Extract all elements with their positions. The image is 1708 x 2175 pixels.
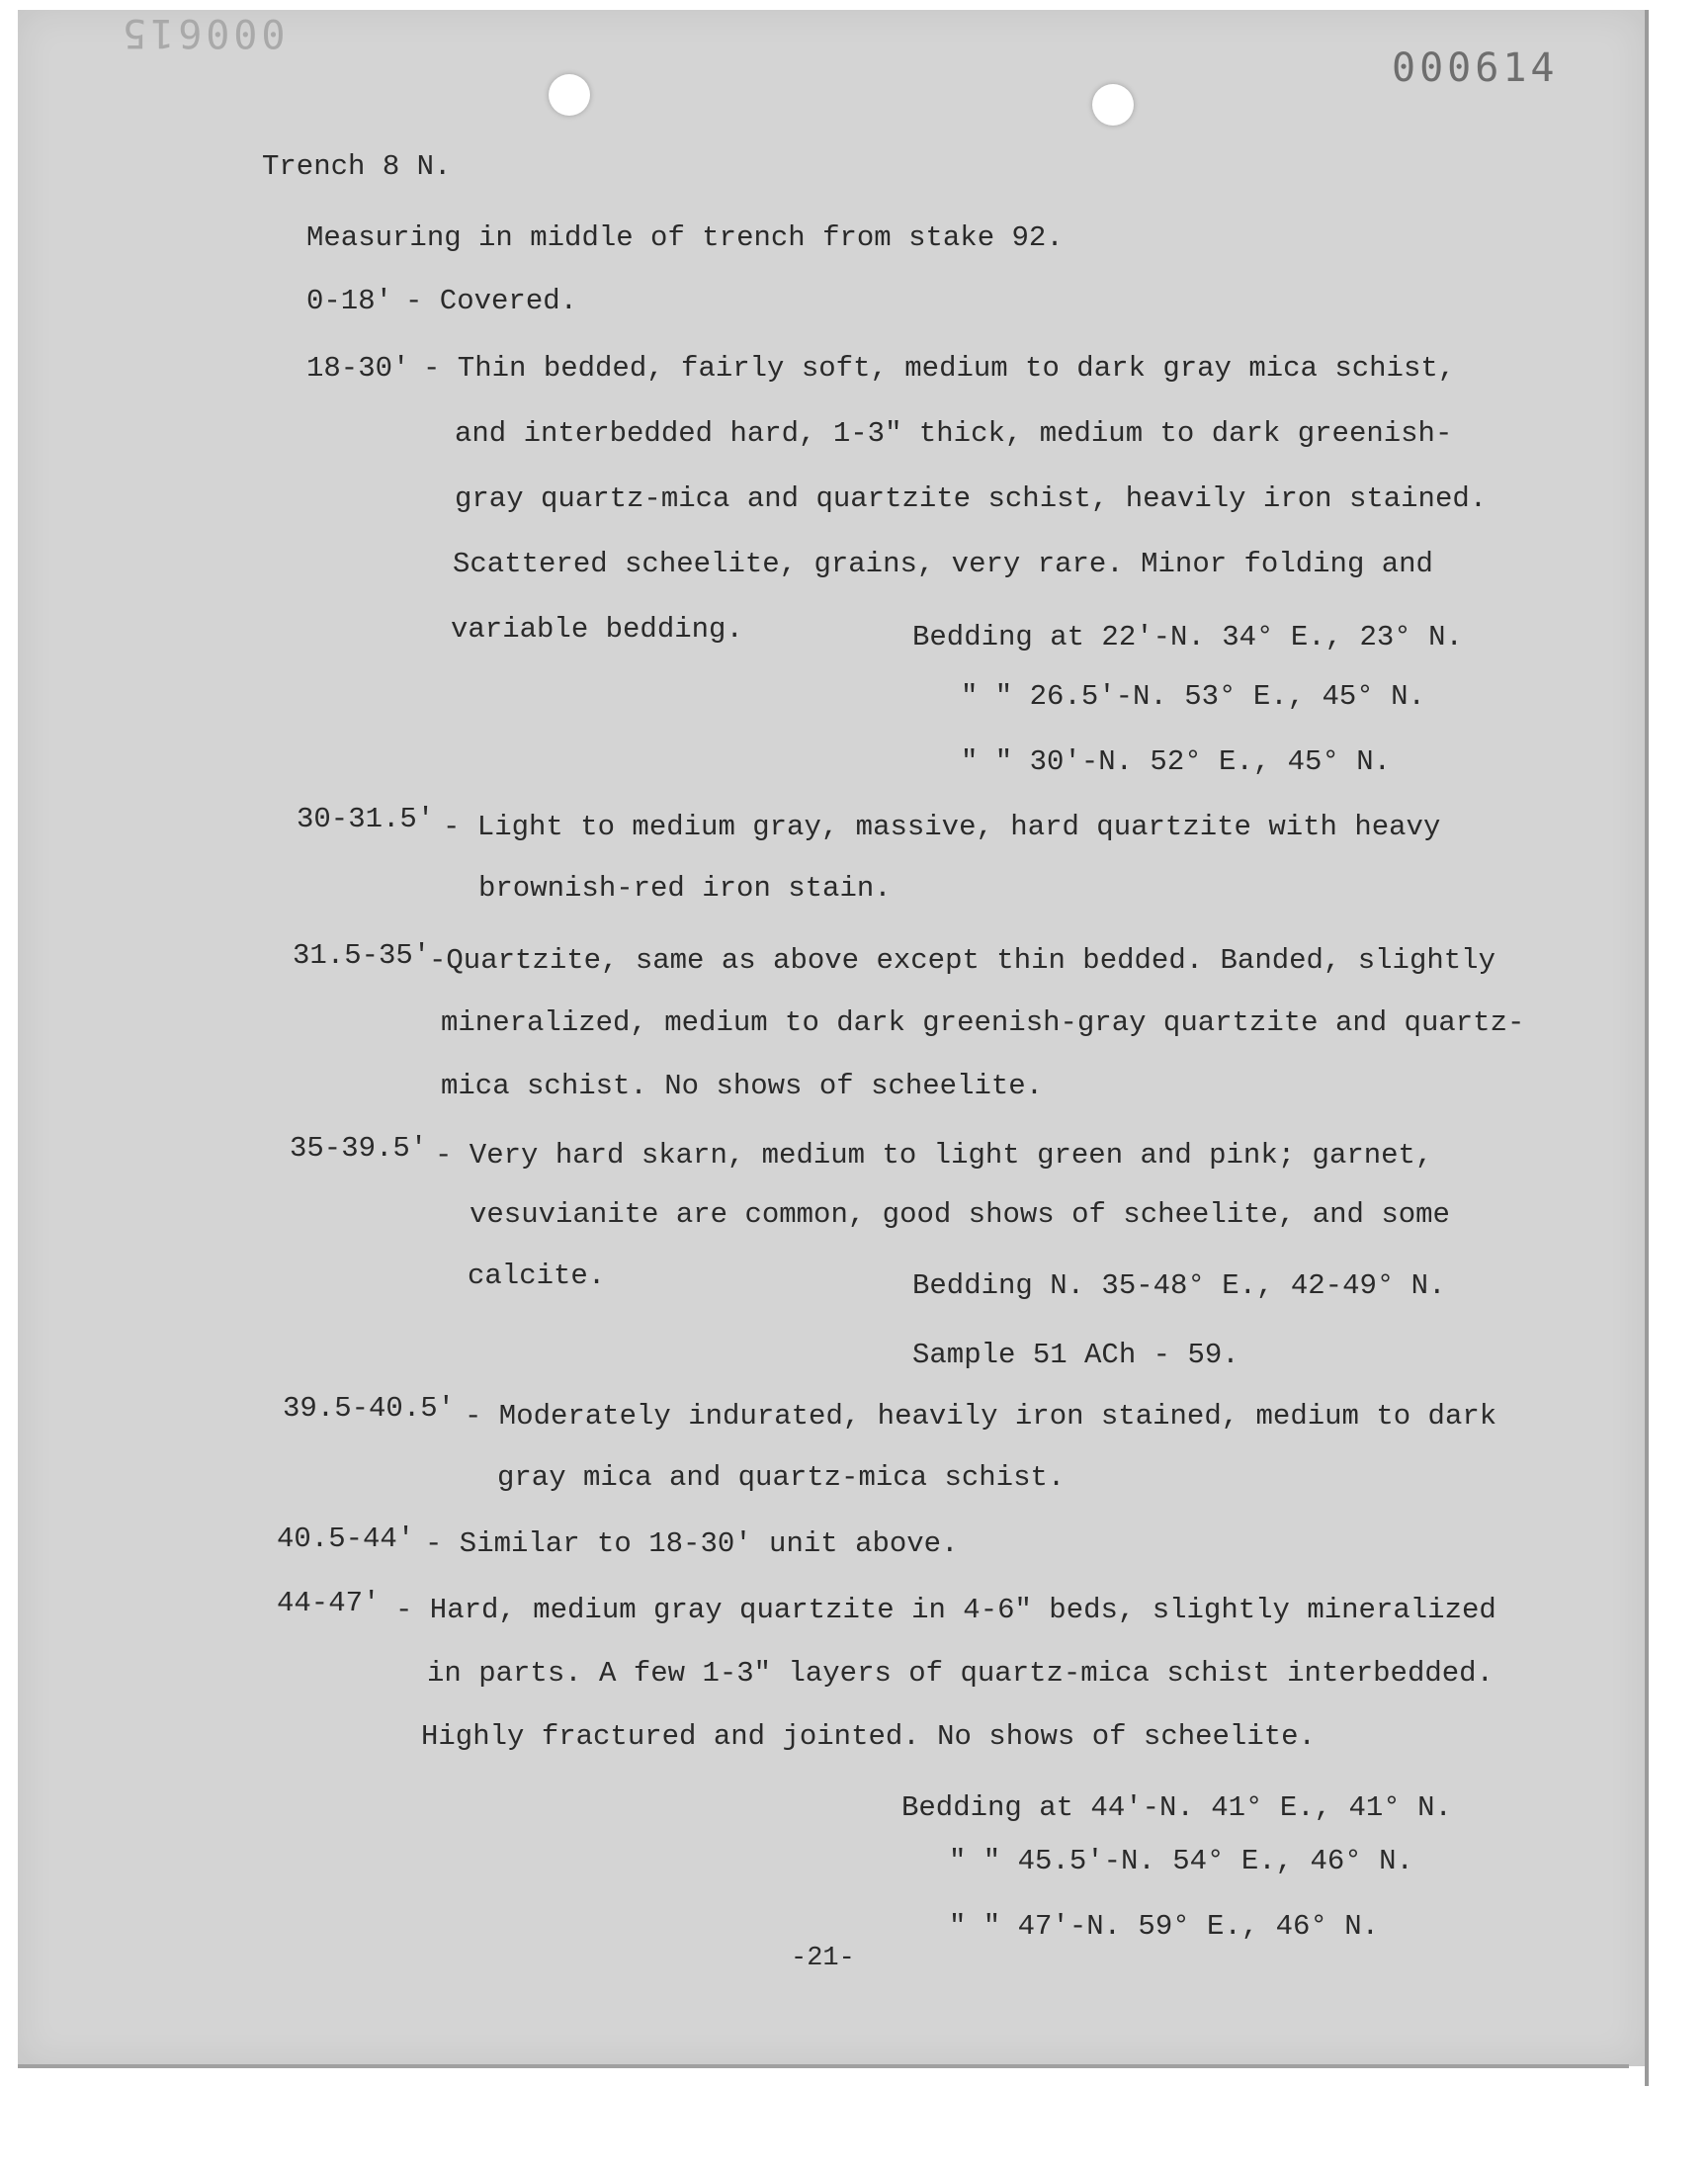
- entry-line: and interbedded hard, 1-3" thick, medium to dark greenish-: [455, 417, 1453, 450]
- bedding-line: " " 30'-N. 52° E., 45° N.: [961, 745, 1392, 778]
- entry-line: calcite.: [468, 1260, 606, 1292]
- bedding-line: " " 47'-N. 59° E., 46° N.: [949, 1910, 1380, 1943]
- sheet-edge-right: [1645, 10, 1649, 2086]
- entry-line: gray mica and quartz-mica schist.: [497, 1461, 1066, 1494]
- sheet-edge-bottom: [18, 2064, 1629, 2068]
- entry-range: 0-18': [306, 285, 393, 317]
- entry-line: brownish-red iron stain.: [478, 872, 892, 905]
- page-stamp: 000614: [1392, 45, 1559, 91]
- bedding-line: " " 45.5'-N. 54° E., 46° N.: [949, 1845, 1413, 1877]
- entry-line: - Light to medium gray, massive, hard quartzite with heavy: [443, 811, 1441, 843]
- entry-range: 35-39.5': [290, 1132, 428, 1165]
- bedding-line: Bedding N. 35-48° E., 42-49° N.: [912, 1269, 1446, 1302]
- entry-line: variable bedding.: [451, 613, 743, 646]
- bedding-line: Bedding at 22'-N. 34° E., 23° N.: [912, 621, 1463, 653]
- entry-line: mineralized, medium to dark greenish-gray quartzite and quartz-: [441, 1006, 1525, 1039]
- entry-line: mica schist. No shows of scheelite.: [441, 1070, 1044, 1102]
- entry-line: - Hard, medium gray quartzite in 4-6" beds, slightly mineralized: [395, 1594, 1496, 1626]
- entry-line: - Very hard skarn, medium to light green and pink; garnet,: [435, 1139, 1433, 1172]
- trench-heading: Trench 8 N.: [262, 150, 452, 183]
- entry-range: 44-47': [277, 1587, 381, 1619]
- entry-line: - Thin bedded, fairly soft, medium to dark gray mica schist,: [423, 352, 1456, 385]
- bleed-through-stamp: 000615: [119, 10, 286, 55]
- entry-line: -Quartzite, same as above except thin bedded. Banded, slightly: [429, 944, 1495, 977]
- entry-range: 40.5-44': [277, 1522, 415, 1555]
- entry-range: 31.5-35': [293, 939, 431, 972]
- intro-line: Measuring in middle of trench from stake 92.: [306, 221, 1064, 254]
- bedding-line: Bedding at 44'-N. 41° E., 41° N.: [901, 1791, 1452, 1824]
- entry-range: 18-30': [306, 352, 410, 385]
- page-number: -21-: [791, 1944, 855, 1973]
- entry-line: - Moderately indurated, heavily iron stained, medium to dark: [465, 1400, 1497, 1433]
- entry-line: - Similar to 18-30' unit above.: [425, 1527, 959, 1560]
- entry-line: - Covered.: [405, 285, 578, 317]
- punch-hole-right: [1092, 84, 1134, 126]
- bedding-line: " " 26.5'-N. 53° E., 45° N.: [961, 680, 1425, 713]
- entry-line: Scattered scheelite, grains, very rare. Minor folding and: [453, 548, 1433, 580]
- sample-line: Sample 51 ACh - 59.: [912, 1339, 1239, 1371]
- entry-line: gray quartz-mica and quartzite schist, heavily iron stained.: [455, 482, 1488, 515]
- punch-hole-left: [549, 74, 590, 116]
- entry-line: vesuvianite are common, good shows of scheelite, and some: [470, 1198, 1450, 1231]
- entry-range: 39.5-40.5': [283, 1392, 456, 1425]
- entry-line: in parts. A few 1-3" layers of quartz-mica schist interbedded.: [427, 1657, 1494, 1690]
- entry-range: 30-31.5': [297, 803, 435, 835]
- entry-line: Highly fractured and jointed. No shows of scheelite.: [421, 1720, 1316, 1753]
